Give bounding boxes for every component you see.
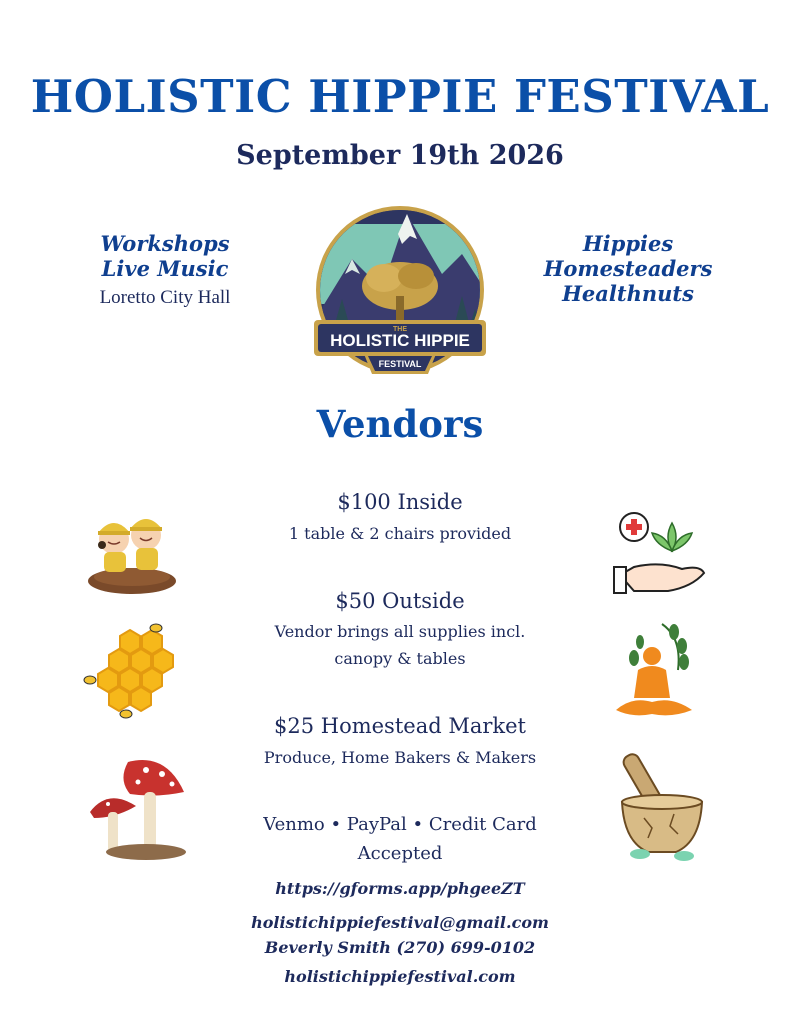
payment-accepted-line: Accepted <box>357 843 443 864</box>
tier-homestead-price: $25 Homestead Market <box>274 714 526 738</box>
page-title: HOLISTIC HIPPIE FESTIVAL <box>30 70 770 123</box>
hippies-label: Hippies <box>582 231 674 256</box>
mortar-pestle-icon <box>614 748 710 870</box>
payment-methods-line: Venmo • PayPal • Credit Card <box>263 814 537 835</box>
logo-bottom-text: FESTIVAL <box>378 359 422 369</box>
honeycomb-bees-icon <box>80 618 176 722</box>
logo-main-text: HOLISTIC HIPPIE <box>330 331 470 350</box>
homesteaders-label: Homesteaders <box>543 256 713 281</box>
tier-outside-detail-2: canopy & tables <box>334 649 466 668</box>
festival-logo <box>312 204 488 382</box>
kids-playing-icon <box>84 505 180 597</box>
vendors-heading: Vendors <box>316 402 484 446</box>
left-info-block <box>60 231 270 309</box>
form-link[interactable]: https://gforms.app/phgeeZT <box>275 879 525 898</box>
tier-outside-price: $50 Outside <box>335 589 465 613</box>
tier-inside-detail: 1 table & 2 chairs provided <box>288 524 512 543</box>
workshops-label: Workshops <box>100 231 230 256</box>
website-link[interactable]: holistichippiefestival.com <box>284 967 516 986</box>
venue-label: Loretto City Hall <box>99 287 231 308</box>
healthnuts-label: Healthnuts <box>562 281 694 306</box>
event-date: September 19th 2026 <box>236 140 564 171</box>
right-info-block <box>518 231 738 306</box>
tier-homestead-detail: Produce, Home Bakers & Makers <box>263 748 537 767</box>
email-link[interactable]: holistichippiefestival@gmail.com <box>251 913 549 932</box>
healing-hand-icon <box>612 507 708 599</box>
logo-small-text: THE <box>393 326 407 333</box>
mushrooms-icon <box>86 752 190 864</box>
contact-phone: Beverly Smith (270) 699-0102 <box>264 938 536 957</box>
live-music-label: Live Music <box>101 256 229 281</box>
meditation-icon <box>612 618 696 726</box>
tier-outside-detail-1: Vendor brings all supplies incl. <box>274 622 526 641</box>
tier-inside-price: $100 Inside <box>337 490 463 514</box>
